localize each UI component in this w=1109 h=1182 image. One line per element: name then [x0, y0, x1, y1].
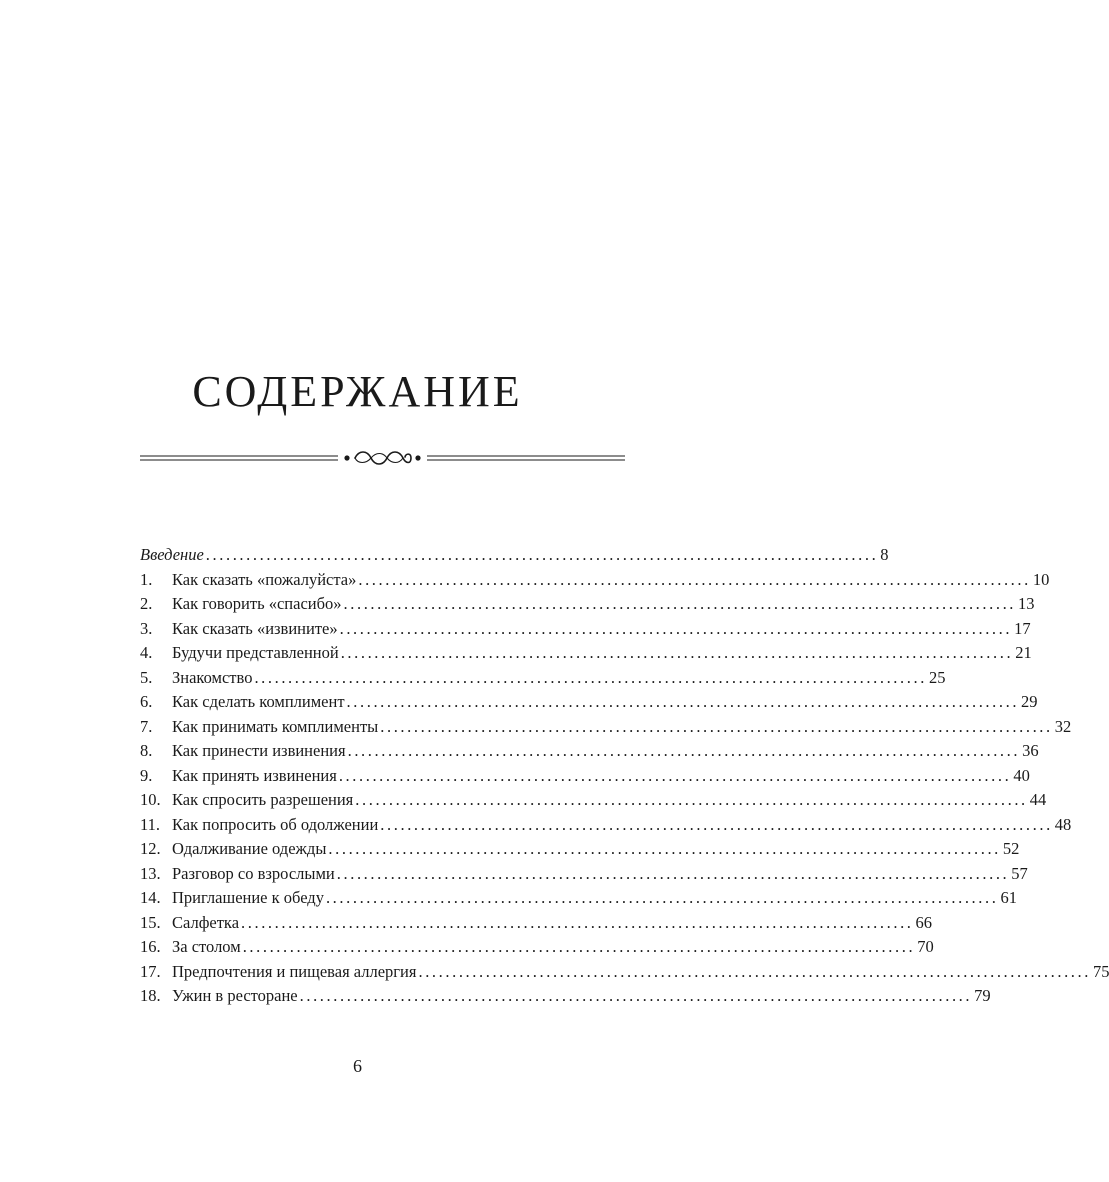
- toc-page: 61: [1000, 888, 1017, 907]
- toc-row: [140, 764, 1030, 789]
- toc-dot-leader: ....................................................................................................: [242, 937, 916, 956]
- toc-page: 13: [1018, 594, 1035, 613]
- toc-label: За столом: [172, 937, 241, 956]
- toc-row: [140, 666, 946, 691]
- toc-page: 48: [1054, 814, 1072, 834]
- toc-row: [140, 715, 1072, 740]
- toc-label: Как спросить разрешения: [172, 790, 354, 809]
- toc-row: [140, 690, 1038, 715]
- toc-label: Как попросить об одолжении: [172, 814, 379, 834]
- toc-number: 16.: [140, 937, 161, 956]
- toc-page: 57: [1011, 863, 1028, 883]
- toc-page: 79: [974, 986, 991, 1005]
- toc-label: Как принять извинения: [172, 765, 337, 785]
- toc-dot-leader: ....................................................................................................: [328, 839, 1001, 858]
- toc-dot-leader: ....................................................................................................: [347, 741, 1021, 760]
- toc-number: 1.: [140, 569, 153, 589]
- toc-number: 11.: [140, 814, 161, 834]
- toc-page: 8: [880, 545, 889, 564]
- toc-page: 66: [915, 912, 933, 932]
- toc-label: Одалживание одежды: [172, 839, 327, 858]
- toc-dot-leader: ....................................................................................................: [346, 692, 1020, 711]
- toc-row: [140, 641, 1032, 666]
- flourish-divider-icon: [140, 447, 625, 471]
- toc-page: 10: [1032, 569, 1050, 589]
- toc-number: 6.: [140, 692, 153, 711]
- toc-label: Как принести извинения: [172, 741, 346, 760]
- toc-row: [140, 886, 1017, 911]
- toc-row: [140, 862, 1028, 887]
- toc-page: 36: [1022, 741, 1039, 760]
- toc-dot-leader: ....................................................................................................: [299, 986, 973, 1005]
- toc-row: [140, 617, 1031, 642]
- toc-row: [140, 592, 1035, 617]
- toc-row: [140, 935, 934, 960]
- page-number: 6: [353, 1056, 362, 1076]
- toc-dot-leader: ....................................................................................................: [340, 643, 1014, 662]
- toc-number: 5.: [140, 667, 153, 687]
- toc-number: 9.: [140, 765, 153, 785]
- toc-page: 40: [1013, 765, 1030, 785]
- toc-page: 70: [917, 937, 934, 956]
- toc-page: 21: [1015, 643, 1032, 662]
- toc-page: 44: [1029, 790, 1047, 809]
- toc-label: Знакомство: [172, 667, 253, 687]
- toc-row: [140, 984, 991, 1009]
- toc-page: 75: [1092, 961, 1109, 981]
- toc-number: 13.: [140, 863, 161, 883]
- toc-number: 3.: [140, 618, 153, 638]
- toc-number: 15.: [140, 912, 161, 932]
- toc-row: [140, 788, 1047, 813]
- toc-row: [140, 911, 933, 936]
- toc-label: Предпочтения и пищевая аллергия: [172, 961, 417, 981]
- toc-dot-leader: ....................................................................................................: [325, 888, 999, 907]
- toc-number: 14.: [140, 888, 161, 907]
- toc-page: 25: [928, 667, 946, 687]
- toc-dot-leader: ....................................................................................................: [338, 765, 1012, 785]
- toc-label: Ужин в ресторане: [172, 986, 298, 1005]
- toc-number: 10.: [140, 790, 161, 809]
- toc-number: 12.: [140, 839, 161, 858]
- toc-number: 2.: [140, 594, 153, 613]
- toc-page: 17: [1014, 618, 1031, 638]
- toc-dot-leader: ....................................................................................................: [205, 545, 879, 564]
- toc-row: [140, 543, 889, 568]
- toc-page: 29: [1021, 692, 1038, 711]
- toc-label: Как сказать «пожалуйста»: [172, 569, 357, 589]
- toc-dot-leader: ....................................................................................................: [358, 569, 1031, 589]
- toc-number: 17.: [140, 961, 161, 981]
- toc-dot-leader: ....................................................................................................: [343, 594, 1017, 613]
- toc-label: Введение: [140, 545, 204, 564]
- toc-dot-leader: ....................................................................................................: [241, 912, 914, 932]
- toc-label: Как сказать «извините»: [172, 618, 338, 638]
- toc-label: Разговор со взрослыми: [172, 863, 335, 883]
- toc-dot-leader: ....................................................................................................: [355, 790, 1028, 809]
- toc-number: 8.: [140, 741, 153, 760]
- toc-row: [140, 568, 1050, 593]
- toc-dot-leader: ....................................................................................................: [380, 716, 1053, 736]
- toc-number: 7.: [140, 716, 153, 736]
- page-title: СОДЕРЖАНИЕ: [192, 367, 523, 416]
- toc-label: Будучи представленной: [172, 643, 339, 662]
- table-of-contents: [140, 543, 1109, 1009]
- toc-label: Как говорить «спасибо»: [172, 594, 342, 613]
- toc-number: 18.: [140, 986, 161, 1005]
- toc-label: Как принимать комплименты: [172, 716, 379, 736]
- toc-dot-leader: ....................................................................................................: [418, 961, 1091, 981]
- toc-label: Салфетка: [172, 912, 240, 932]
- toc-label: Приглашение к обеду: [172, 888, 324, 907]
- toc-row: [140, 739, 1039, 764]
- toc-dot-leader: ....................................................................................................: [339, 618, 1013, 638]
- toc-number: 4.: [140, 643, 153, 662]
- toc-row: [140, 813, 1072, 838]
- toc-page: 52: [1002, 839, 1020, 858]
- toc-page: 32: [1054, 716, 1072, 736]
- toc-label: Как сделать комплимент: [172, 692, 345, 711]
- toc-dot-leader: ....................................................................................................: [336, 863, 1010, 883]
- toc-dot-leader: ....................................................................................................: [380, 814, 1053, 834]
- toc-row: [140, 960, 1109, 985]
- toc-row: [140, 837, 1020, 862]
- toc-dot-leader: ....................................................................................................: [254, 667, 927, 687]
